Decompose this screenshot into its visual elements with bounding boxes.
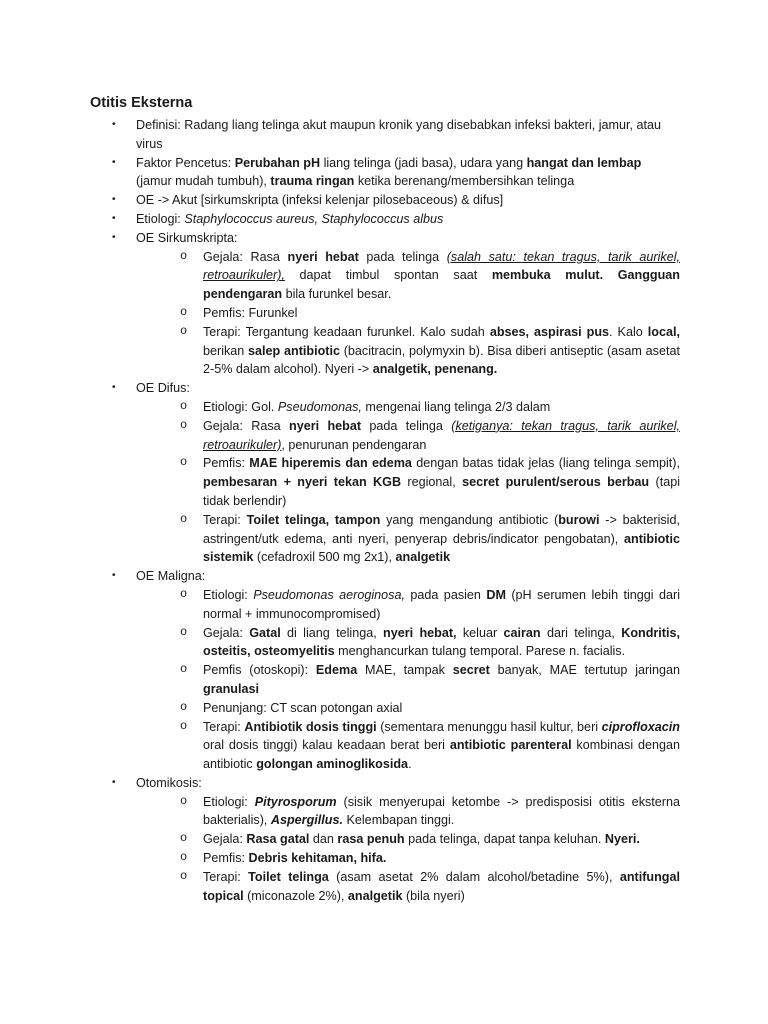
sublist-item-gejala: o Gejala: Rasa nyeri hebat pada telinga (salah satu: tekan tragus, tarik aurikel, retroaurikuler), dapat timbul spontan saat membuka mulut. Gangguan pendengaran bila furunkel besar. xyxy=(180,248,681,302)
bullet-icon: • xyxy=(112,776,116,788)
list-item-oe-difus xyxy=(90,379,680,567)
list-item-faktor-pencetus: • Faktor Pencetus: Perubahan pH liang telinga (jadi basa), udara yang hangat dan lembap (jamur mudah tumbuh), trauma ringan ketika berenang/membersihkan telinga xyxy=(112,155,642,189)
bullet-icon: • xyxy=(112,119,116,130)
list-item-otomikosis xyxy=(90,774,680,906)
list-item-oe-types: • OE -> Akut [sirkumskripta (infeksi kelenjar pilosebaceous) & difus] xyxy=(90,191,680,210)
section-label: OE Maligna: xyxy=(136,569,206,584)
sublist-item-terapi: o Terapi: Toilet telinga, tampon yang mengandung antibiotic (burowi -> bakterisid, astringent/utk edema, anti nyeri, penyerap debris/indicator pengobatan), antibiotic sistemik (cefadroxil 500 mg 2x1), analgetik xyxy=(180,511,680,565)
section-label: Otomikosis: xyxy=(136,775,202,790)
circle-bullet-icon: o xyxy=(180,793,188,808)
main-list xyxy=(90,116,680,905)
circle-bullet-icon: o xyxy=(180,304,188,319)
bullet-icon: • xyxy=(112,156,116,168)
circle-bullet-icon: o xyxy=(180,248,188,263)
sublist-otomikosis xyxy=(136,793,680,906)
sublist-item-terapi: o Terapi: Toilet telinga (asam asetat 2% dalam alcohol/betadine 5%), antifungal topical (miconazole 2%), analgetik (bila nyeri) xyxy=(180,868,680,903)
circle-bullet-icon: o xyxy=(180,417,188,432)
sublist-item-etiologi: o Etiologi: Gol. Pseudomonas, mengenai liang telinga 2/3 dalam xyxy=(180,398,551,414)
sublist-sirkumskripta xyxy=(136,248,680,380)
circle-bullet-icon: o xyxy=(180,718,188,733)
circle-bullet-icon: o xyxy=(180,455,188,470)
sublist-item-pemfis: o Pemfis (otoskopi): Edema MAE, tampak secret banyak, MAE tertutup jaringan granulasi xyxy=(180,662,681,696)
circle-bullet-icon: o xyxy=(180,662,188,677)
bullet-icon: • xyxy=(112,382,116,394)
sublist-item-pemfis: o Pemfis: MAE hiperemis dan edema dengan batas tidak jelas (liang telinga sempit), pembesaran + nyeri tekan KGB regional, secret purulent/serous berbau (tapi tidak berlendir) xyxy=(180,455,680,508)
sublist-item-etiologi: o Etiologi: Pseudomonas aeroginosa, pada pasien DM (pH serumen lebih tinggi dari normal + immunocompromised) xyxy=(180,586,681,621)
circle-bullet-icon: o xyxy=(180,831,188,846)
list-item-oe-maligna xyxy=(90,567,680,774)
page-title: Otitis Eksterna xyxy=(90,95,193,111)
section-label: OE Sirkumskripta: xyxy=(136,230,238,245)
circle-bullet-icon: o xyxy=(180,699,188,714)
sublist-item-penunjang: o Penunjang: CT scan potongan axial xyxy=(180,699,403,715)
list-item-oe-sirkumskripta xyxy=(90,229,680,379)
sublist-item-pemfis: o Pemfis: Debris kehitaman, hifa. xyxy=(180,850,387,866)
sublist-item-gejala: o Gejala: Rasa nyeri hebat pada telinga (ketiganya: tekan tragus, tarik aurikel, retroaurikuler), penurunan pendengaran xyxy=(180,417,680,452)
circle-bullet-icon: o xyxy=(180,511,188,526)
sublist-item-etiologi: o Etiologi: Pityrosporum (sisik menyerupai ketombe -> predisposisi otitis eksterna bakterialis), Aspergillus. Kelembapan tinggi. xyxy=(180,793,680,828)
bullet-icon: • xyxy=(112,212,116,224)
bullet-icon: • xyxy=(112,231,116,243)
sublist-difus xyxy=(136,398,680,567)
sublist-item-terapi: o Terapi: Tergantung keadaan furunkel. Kalo sudah abses, aspirasi pus. Kalo local, berikan salep antibiotic (bacitracin, polymyxin b). Bisa diberi antiseptic (asam asetat 2-5% dalam alcohol). Nyeri -> analgetik, penenang. xyxy=(180,323,680,377)
circle-bullet-icon: o xyxy=(180,398,188,413)
section-label: OE Difus: xyxy=(136,381,190,396)
sublist-item-terapi: o Terapi: Antibiotik dosis tinggi (sementara menunggu hasil kultur, beri ciprofloxacin oral dosis tinggi) kalau keadaan berat beri antibiotic parenteral kombinasi dengan antibiotic golongan aminoglikosida. xyxy=(180,718,681,772)
list-item-etiologi: • Etiologi: Staphylococcus aureus, Staphylococcus albus xyxy=(90,210,680,229)
circle-bullet-icon: o xyxy=(180,850,188,865)
list-item-definisi: • Definisi: Radang liang telinga akut maupun kronik yang disebabkan infeksi bakteri, jamur, atau virus xyxy=(112,118,662,151)
circle-bullet-icon: o xyxy=(180,868,188,883)
bullet-icon: • xyxy=(112,194,116,206)
circle-bullet-icon: o xyxy=(180,586,188,601)
sublist-maligna xyxy=(136,586,680,774)
sublist-item-gejala: o Gejala: Rasa gatal dan rasa penuh pada telinga, dapat tanpa keluhan. Nyeri. xyxy=(180,831,640,847)
circle-bullet-icon: o xyxy=(180,624,188,639)
circle-bullet-icon: o xyxy=(180,323,188,338)
sublist-item-pemfis: o Pemfis: Furunkel xyxy=(180,304,298,320)
sublist-item-gejala: o Gejala: Gatal di liang telinga, nyeri hebat, keluar cairan dari telinga, Kondritis, osteitis, osteomyelitis menghancurkan tulang temporal. Parese n. facialis. xyxy=(180,624,680,659)
bullet-icon: • xyxy=(112,570,116,582)
